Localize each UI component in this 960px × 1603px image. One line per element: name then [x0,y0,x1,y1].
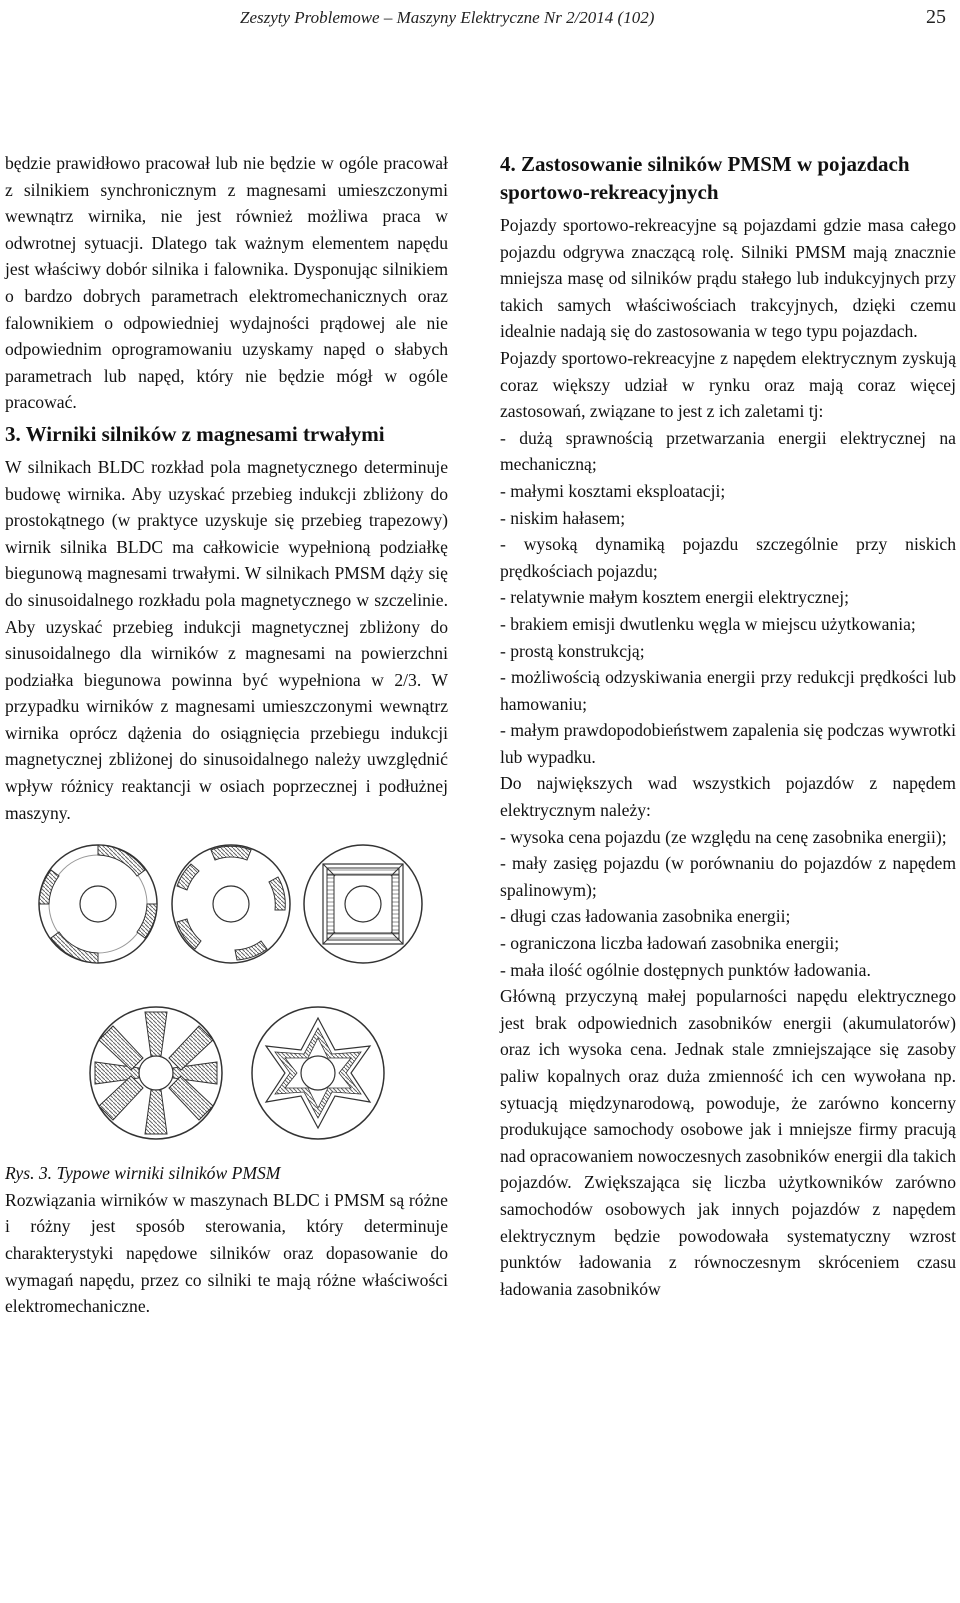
paragraph: Pojazdy sportowo-rekreacyjne z napędem elektrycznym zyskują coraz większy udział w rynku oraz mają coraz więcej zastosowań, związane to jest z ich zaletami tj: [500,347,956,422]
section-3-heading: 3. Wirniki silników z magnesami trwałymi [5,421,385,446]
list-item: - długi czas ładowania zasobnika energii; [500,906,791,927]
list-item: - dużą sprawnością przetwarzania energii elektrycznej na mechaniczną; [500,427,956,475]
paragraph: W silnikach BLDC rozkład pola magnetycznego determinuje budowę wirnika. Aby uzyskać przebieg indukcji zbliżony do prostokątnego (w praktyce uzyskuje się przebieg trapezowy) wirnik silnika BLDC ma całkowicie wypełnioną podziałkę biegunową magnesami trwałymi. W silnikach PMSM dąży się do sinusoidalnego rozkładu pola magnetycznego w szczelinie. Aby uzyskać przebieg indukcji magnetycznej zbliżony do sinusoidalnego dla wirników z magnesami na powierzchni podziałka biegunowa powinna być wypełniona w 2/3. W przypadku wirników z magnesami umieszczonymi wewnątrz wirnika oprócz dążenia do osiągnięcia przebiegu indukcji magnetycznej zbliżonej do sinusoidalnego należy uwzględnić wpływ różnicy reaktancji w osiach poprzecznej i podłużnej maszyny. [5,456,448,823]
rotor-v-magnets [252,1007,384,1139]
list-item: - wysoka cena pojazdu (ze względu na cenę zasobnika energii); [500,826,947,847]
section-4-heading: 4. Zastosowanie silników PMSM w pojazdach sportowo-rekreacyjnych [500,152,910,204]
rotor-spoke-magnets [90,1007,222,1139]
figure-caption: Rys. 3. Typowe wirniki silników PMSM [5,1163,281,1184]
paragraph: Do największych wad wszystkich pojazdów z napędem elektrycznym należy: [500,773,956,821]
list-item: - małymi kosztami eksploatacji; [500,480,726,501]
list-item: - prostą konstrukcją; [500,640,645,661]
list-item: - wysoką dynamiką pojazdu szczególnie przy niskich prędkościach pojazdu; [500,534,956,581]
list-item: - niskim hałasem; [500,507,626,528]
paragraph: Główną przyczyną małej popularności napędu elektrycznego jest brak odpowiednich zasobników energii (akumulatorów) oraz ich wysoka cena. Jednak stale zmniejszające się zasoby paliw kopalnych oraz duża zmienność ich cen wywołana np. sytuacją międzynarodową, powoduje, że zarówno koncerny produkujące samochody osobowe jak i mniejsze firmy pracują nad opracowaniem nowoczesnych zasobników energii dla takich pojazdów. Zwiększająca się liczba użytkowników zarówno samochodów osobowych jak innych pojazdów z napędem elektrycznym będzie powodowała systematyczny wzrost punktów ładowania z równoczesnym skróceniem czasu ładowania zasobników [500,986,956,1299]
list-item: - brakiem emisji dwutlenku węgla w miejscu użytkowania; [500,613,916,634]
list-item: - ograniczona liczba ładowań zasobnika energii; [500,933,840,954]
left-column [5,150,448,1320]
paragraph: Pojazdy sportowo-rekreacyjne są pojazdami gdzie masa całego pojazdu odgrywa znaczącą rolę. Silniki PMSM mają znacznie mniejsza masę od silników prądu stałego lub indukcyjnych przy takich samych właściwościach trakcyjnych, dzięki czemu idealnie nadają się do zastosowania w tego typu pojazdach. [500,215,956,342]
rotor-diagrams [5,840,448,1160]
rotor-inset-magnets [172,845,290,963]
list-item: - możliwością odzyskiwania energii przy redukcji prędkości lub hamowaniu; [500,667,956,714]
page-number: 25 [926,6,946,28]
rotor-figure [5,840,448,1160]
rotor-interior-square [304,845,422,963]
paragraph: Rozwiązania wirników w maszynach BLDC i PMSM są różne i różny jest sposób sterowania, który determinuje charakterystyki napędowe silników oraz dopasowanie do wymagań napędu, przez co silniki te mają różne właściwości elektromechaniczne. [5,1189,448,1317]
list-item: - małym prawdopodobieństwem zapalenia się podczas wywrotki lub wypadku. [500,720,956,767]
right-column [500,150,956,1302]
page-header [0,8,960,38]
journal-title: Zeszyty Problemowe – Maszyny Elektryczne Nr 2/2014 (102) [240,8,655,27]
list-item: - mały zasięg pojazdu (w porównaniu do pojazdów z napędem spalinowym); [500,853,956,900]
list-item: - relatywnie małym kosztem energii elektrycznej; [500,587,849,608]
list-item: - mała ilość ogólnie dostępnych punktów ładowania. [500,959,871,980]
rotor-surface-magnets [39,845,157,963]
paragraph: będzie prawidłowo pracował lub nie będzie w ogóle pracował z silnikiem synchronicznym z magnesami umieszczonymi wewnątrz wirnika, nie jest również możliwa praca w odwrotnej sytuacji. Dlatego tak ważnym elementem napędu jest właściwy dobór silnika i falownika. Dysponując silnikiem o bardzo dobrych parametrach elektromechanicznych oraz falownikiem o odpowiedniej wydajności prądowej ale nie odpowiednim oprogramowaniu uzyskamy napęd o słabych parametrach lub napęd, który nie będzie mógł w ogóle pracować. [5,153,448,413]
